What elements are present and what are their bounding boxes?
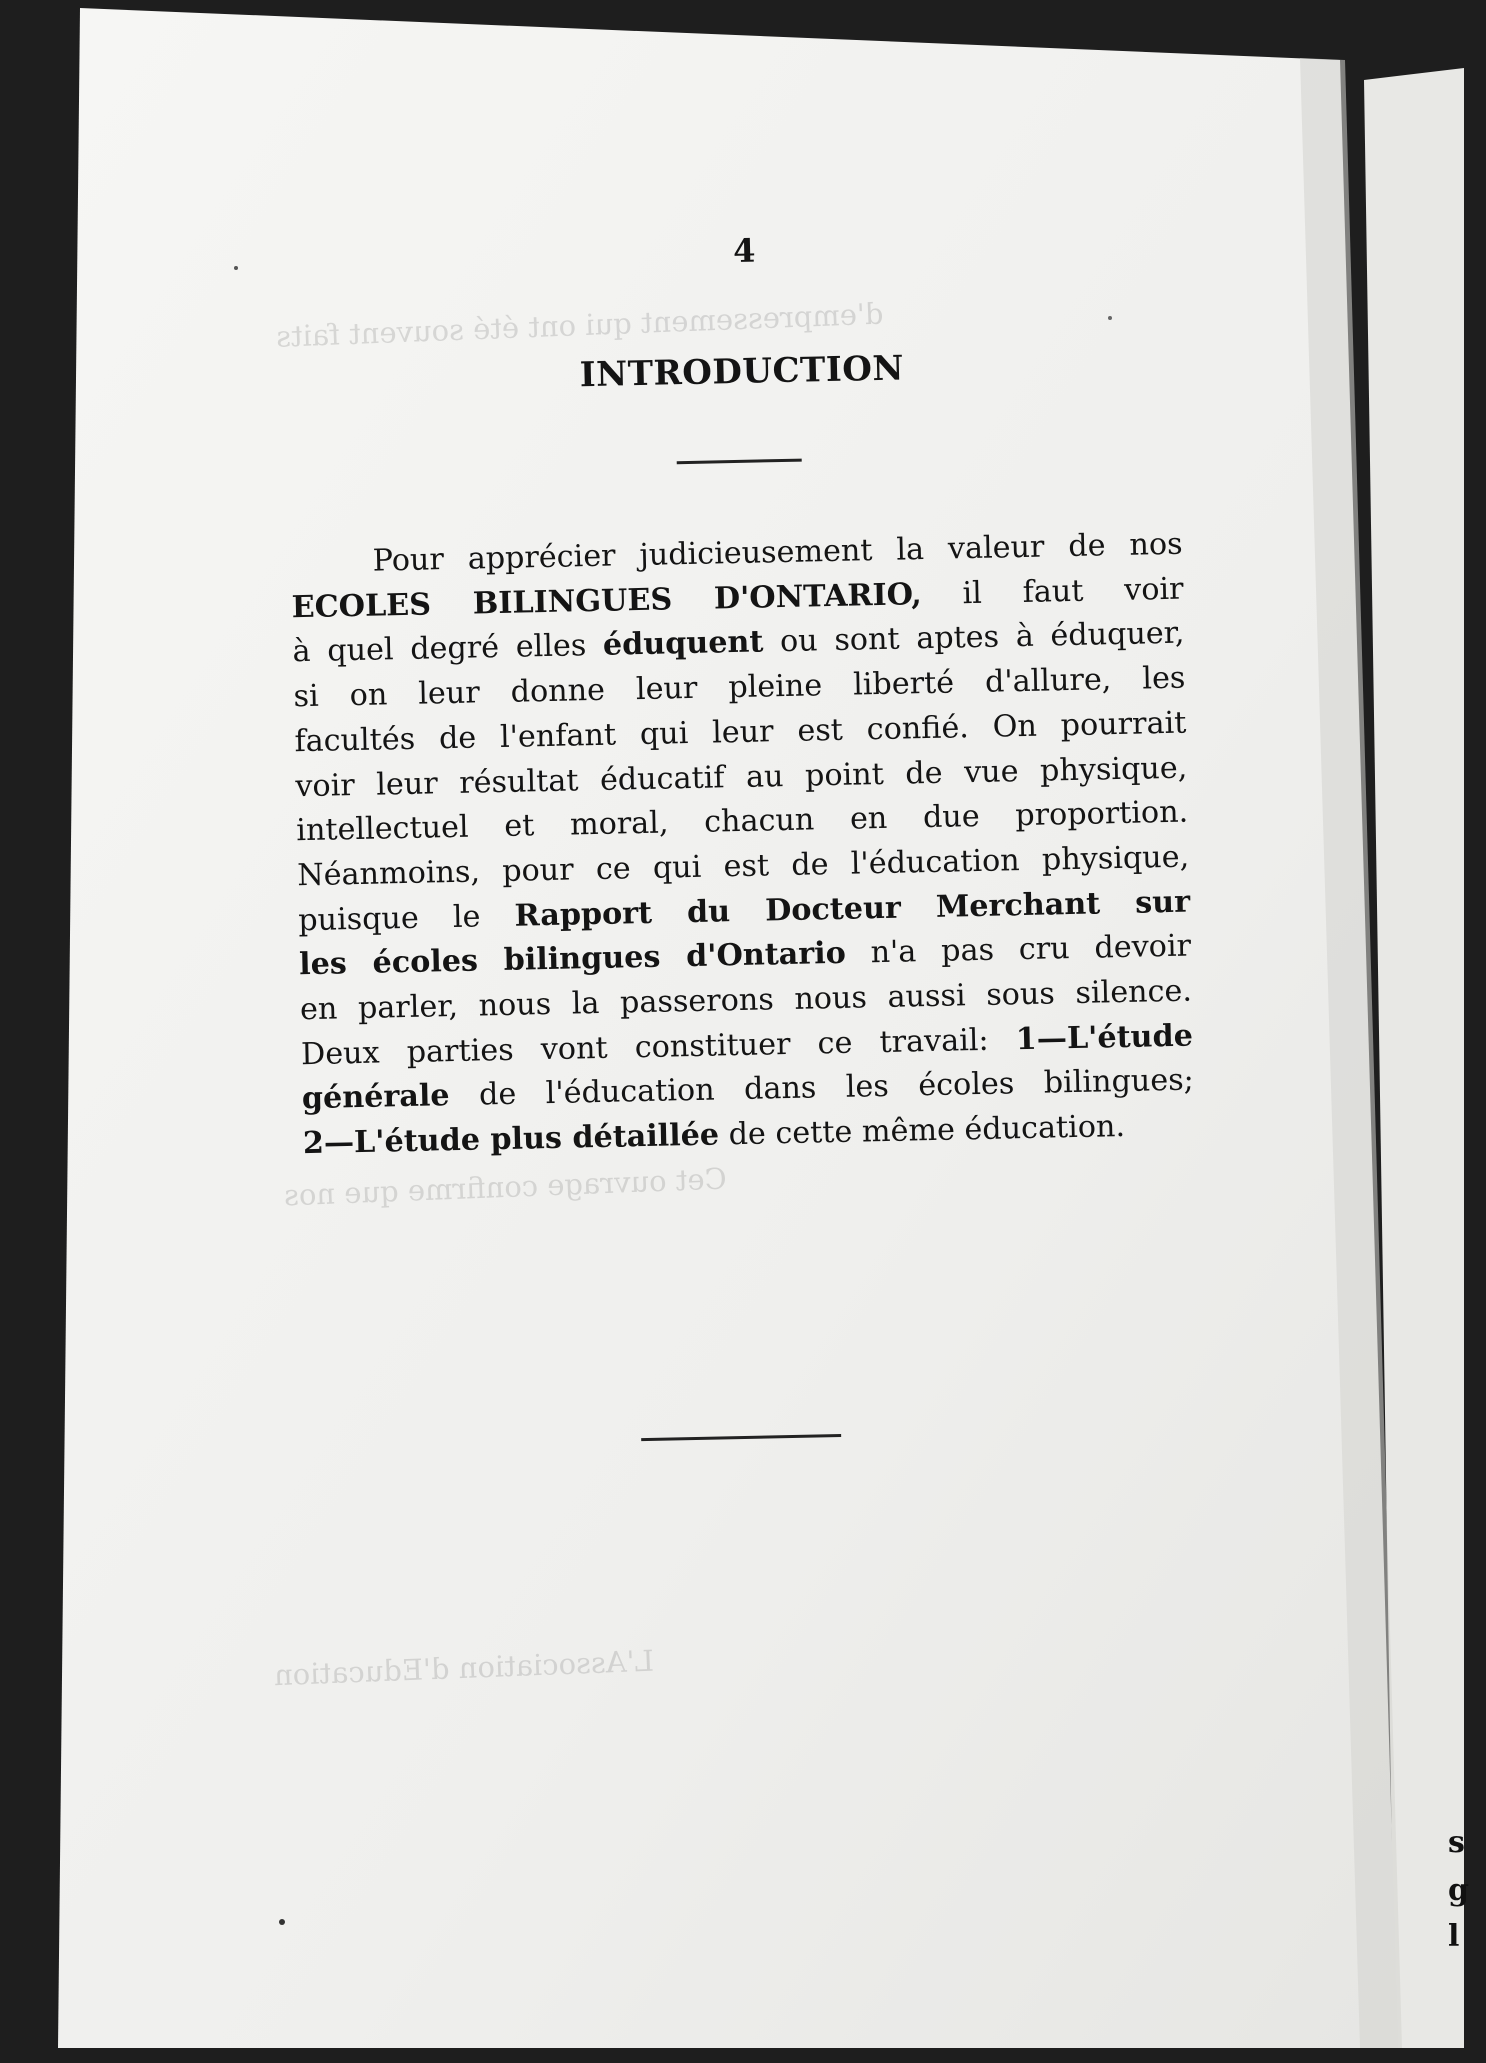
body-paragraph xyxy=(290,523,1195,1167)
text-run-bold: 1—L'étude xyxy=(1015,1018,1194,1057)
svg-text:g: g xyxy=(1448,1873,1469,1908)
bleed-through-text: d'empressement qui ont été souvent faits xyxy=(275,296,885,354)
bleed-through-text: L'Association d'Education xyxy=(273,1643,655,1693)
svg-text:l: l xyxy=(1448,1919,1460,1954)
text-run: il faut voir xyxy=(921,571,1184,612)
page-number: 4 xyxy=(732,231,756,270)
text-run: Deux parties vont constituer ce travail: xyxy=(300,1021,1017,1072)
text-run-bold: Rapport du Docteur Merchant sur xyxy=(514,884,1191,934)
closing-rule xyxy=(641,1434,841,1441)
text-run: Néanmoins, pour ce qui est de l'éducation physique, xyxy=(296,839,1190,894)
title-rule xyxy=(677,459,802,465)
text-run: en parler, nous la passerons nous aussi sous silence. xyxy=(299,973,1193,1028)
text-run-bold: 2—L'étude plus détaillée xyxy=(302,1117,720,1162)
text-run: si on leur donne leur pleine liberté d'allure, les xyxy=(293,660,1186,715)
text-run: de cette même éducation. xyxy=(718,1109,1126,1153)
text-run-bold: ECOLES BILINGUES D'ONTARIO, xyxy=(291,576,923,626)
text-run: à quel degré elles xyxy=(292,628,604,670)
text-run-bold: les écoles bilingues d'Ontario xyxy=(298,936,847,983)
text-run: Pour apprécier judicieusement la valeur de nos xyxy=(372,526,1183,579)
text-run-bold: éduquent xyxy=(602,624,764,664)
text-run: ou sont aptes à éduquer, xyxy=(763,616,1185,660)
page-title: INTRODUCTION xyxy=(579,348,905,396)
bleed-through-text: Cet ouvrage confirme que nos xyxy=(283,1161,728,1213)
text-run: voir leur résultat éducatif au point de vue physique, xyxy=(295,750,1188,804)
text-run: puisque le xyxy=(297,898,515,938)
text-run: facultés de l'enfant qui leur est confié. On pourrait xyxy=(294,705,1187,760)
text-run-bold: générale xyxy=(301,1078,450,1117)
svg-text:s: s xyxy=(1448,1825,1465,1860)
text-run: de l'éducation dans les écoles bilingues; xyxy=(449,1062,1195,1114)
text-run: intellectuel et moral, chacun en due proportion. xyxy=(295,794,1189,849)
text-run: n'a pas cru devoir xyxy=(845,928,1192,972)
